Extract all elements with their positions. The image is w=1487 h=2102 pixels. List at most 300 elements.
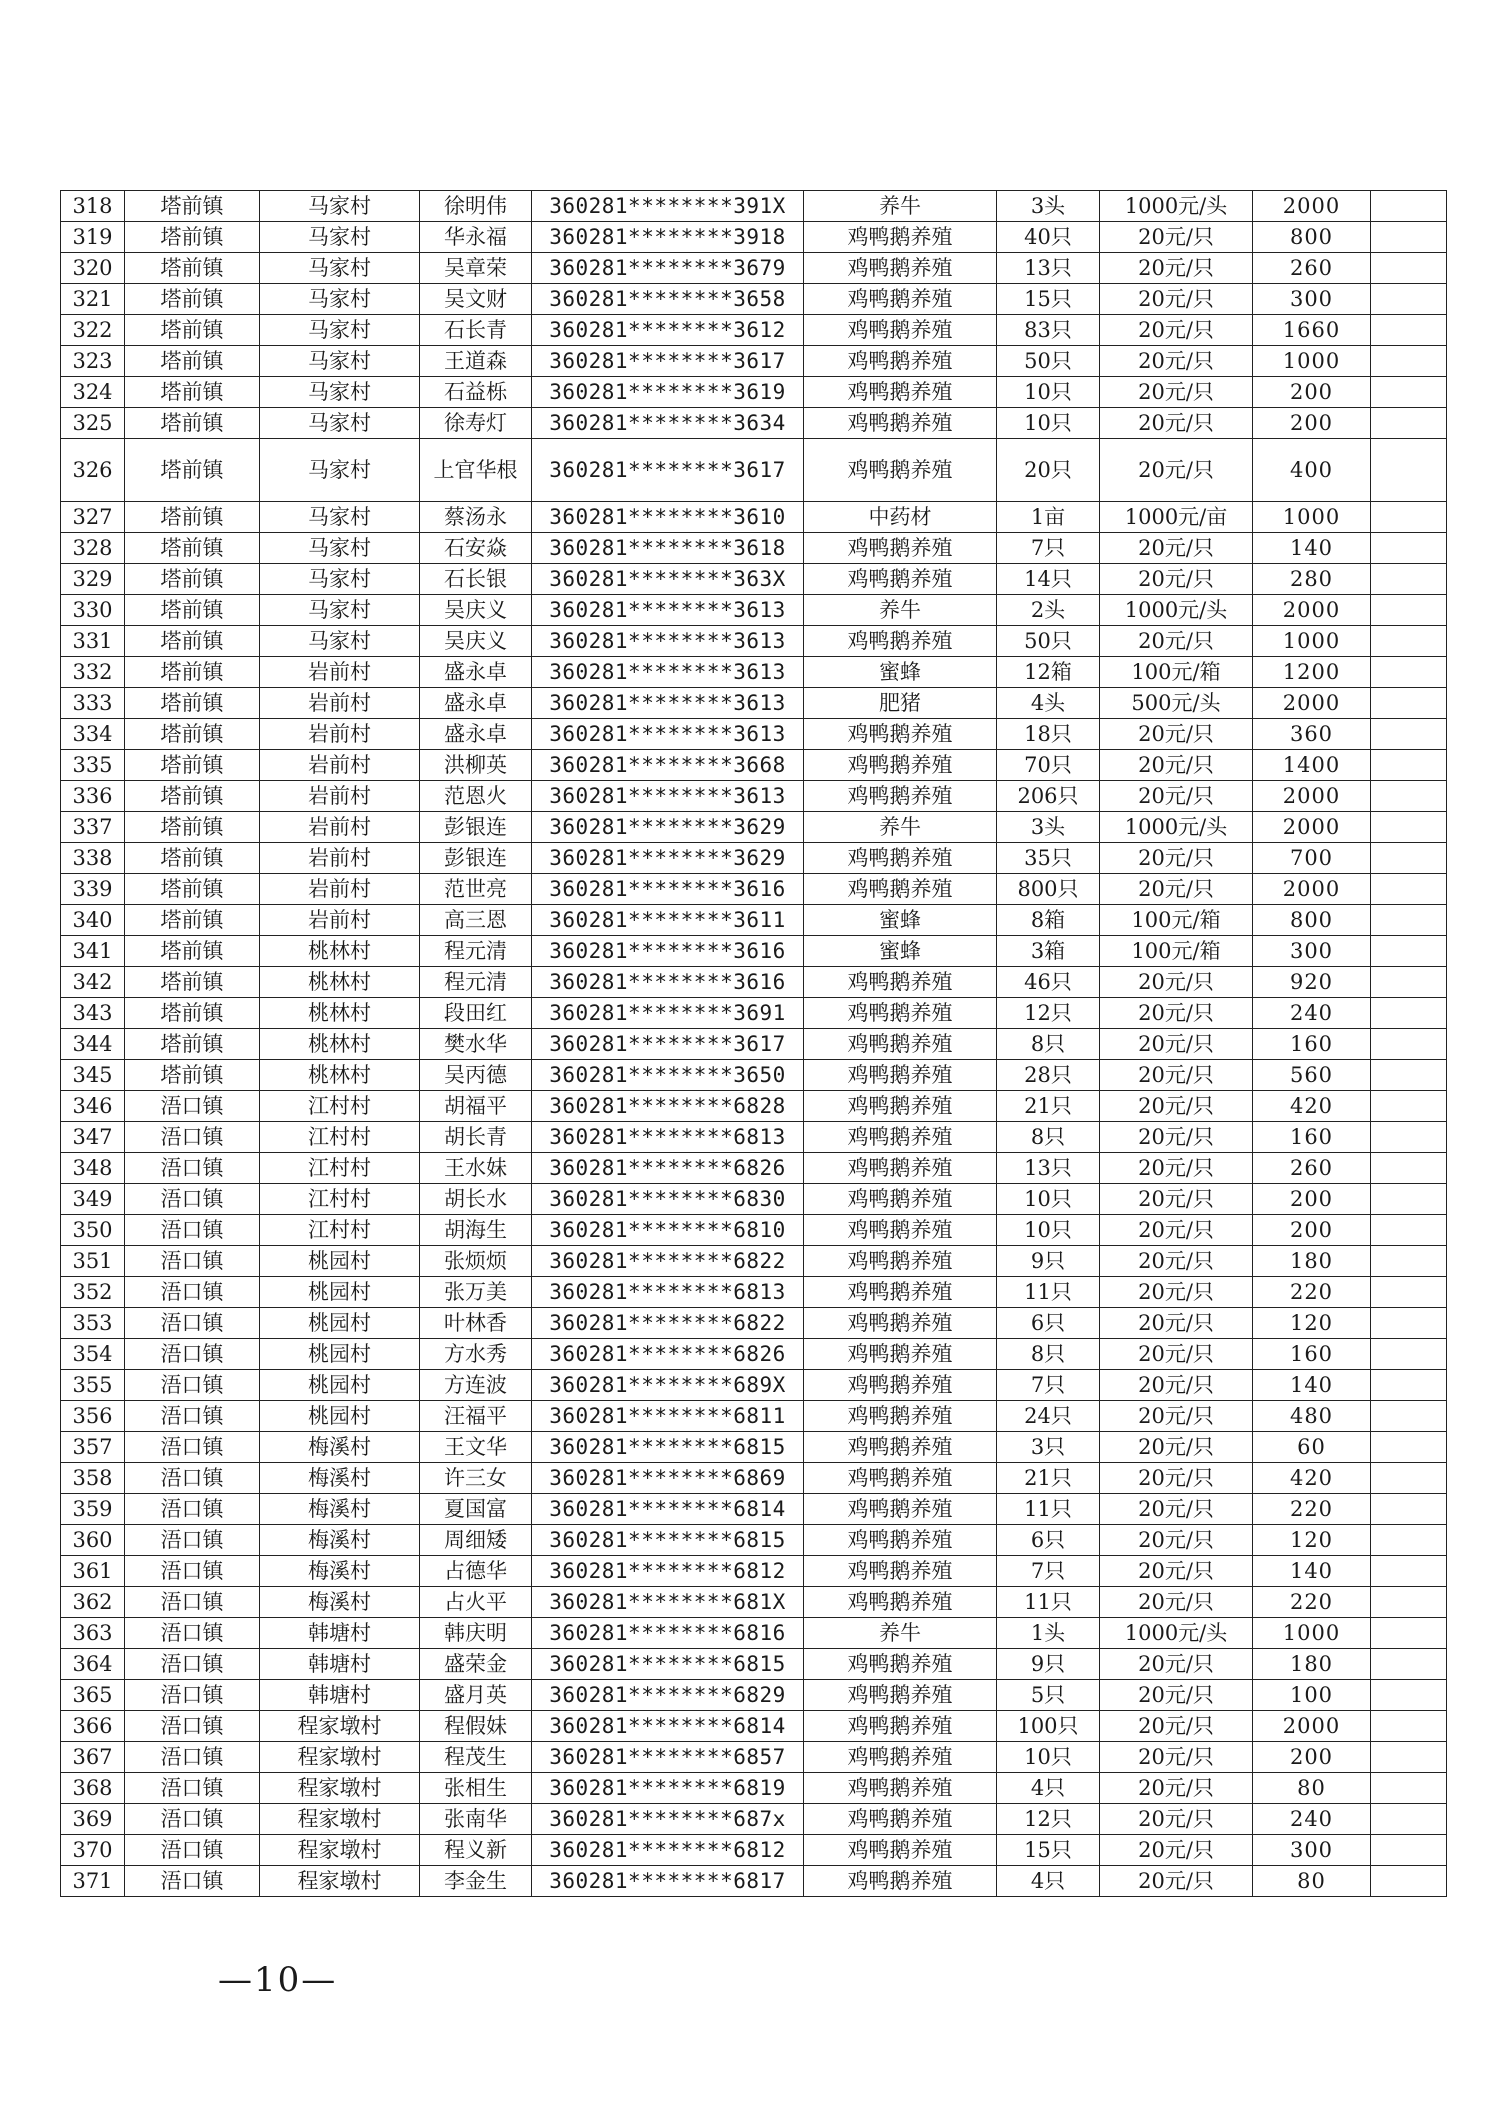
township-cell: 浯口镇: [125, 1835, 260, 1866]
project-type-cell: 鸡鸭鹅养殖: [804, 1339, 997, 1370]
township-cell: 浯口镇: [125, 1494, 260, 1525]
township-cell: 塔前镇: [125, 346, 260, 377]
village-cell: 桃林村: [260, 936, 420, 967]
unit-price-cell: 20元/只: [1100, 1711, 1253, 1742]
row-number-cell: 355: [61, 1370, 125, 1401]
remark-cell: [1371, 502, 1447, 533]
quantity-cell: 9只: [997, 1246, 1100, 1277]
village-cell: 岩前村: [260, 781, 420, 812]
project-type-cell: 鸡鸭鹅养殖: [804, 967, 997, 998]
row-number-cell: 335: [61, 750, 125, 781]
township-cell: 浯口镇: [125, 1339, 260, 1370]
project-type-cell: 鸡鸭鹅养殖: [804, 1091, 997, 1122]
remark-cell: [1371, 1091, 1447, 1122]
subsidy-amount-cell: 560: [1253, 1060, 1371, 1091]
farmer-name-cell: 王水妹: [420, 1153, 532, 1184]
project-type-cell: 鸡鸭鹅养殖: [804, 1122, 997, 1153]
row-number-cell: 365: [61, 1680, 125, 1711]
row-number-cell: 368: [61, 1773, 125, 1804]
row-number-cell: 336: [61, 781, 125, 812]
farmer-name-cell: 蔡汤永: [420, 502, 532, 533]
village-cell: 梅溪村: [260, 1525, 420, 1556]
farmer-name-cell: 张烦烦: [420, 1246, 532, 1277]
farmer-name-cell: 方水秀: [420, 1339, 532, 1370]
project-type-cell: 肥猪: [804, 688, 997, 719]
subsidy-amount-cell: 480: [1253, 1401, 1371, 1432]
farmer-name-cell: 胡长青: [420, 1122, 532, 1153]
remark-cell: [1371, 191, 1447, 222]
township-cell: 浯口镇: [125, 1308, 260, 1339]
remark-cell: [1371, 1215, 1447, 1246]
id-number-cell: 360281********6830: [532, 1184, 804, 1215]
id-number-cell: 360281********6813: [532, 1122, 804, 1153]
subsidy-amount-cell: 140: [1253, 533, 1371, 564]
project-type-cell: 蜜蜂: [804, 657, 997, 688]
farmer-name-cell: 胡福平: [420, 1091, 532, 1122]
row-number-cell: 359: [61, 1494, 125, 1525]
quantity-cell: 10只: [997, 408, 1100, 439]
township-cell: 塔前镇: [125, 222, 260, 253]
table-row: [61, 346, 1447, 377]
project-type-cell: 鸡鸭鹅养殖: [804, 843, 997, 874]
township-cell: 塔前镇: [125, 874, 260, 905]
row-number-cell: 328: [61, 533, 125, 564]
farmer-name-cell: 夏国富: [420, 1494, 532, 1525]
township-cell: 浯口镇: [125, 1370, 260, 1401]
township-cell: 浯口镇: [125, 1525, 260, 1556]
id-number-cell: 360281********6829: [532, 1680, 804, 1711]
farmer-name-cell: 许三女: [420, 1463, 532, 1494]
id-number-cell: 360281********681X: [532, 1587, 804, 1618]
remark-cell: [1371, 750, 1447, 781]
table-row: [61, 1246, 1447, 1277]
remark-cell: [1371, 936, 1447, 967]
farmer-name-cell: 占德华: [420, 1556, 532, 1587]
project-type-cell: 鸡鸭鹅养殖: [804, 1060, 997, 1091]
quantity-cell: 8只: [997, 1029, 1100, 1060]
village-cell: 程家墩村: [260, 1804, 420, 1835]
farmer-name-cell: 石益栎: [420, 377, 532, 408]
project-type-cell: 养牛: [804, 191, 997, 222]
unit-price-cell: 20元/只: [1100, 1215, 1253, 1246]
unit-price-cell: 20元/只: [1100, 967, 1253, 998]
unit-price-cell: 20元/只: [1100, 1246, 1253, 1277]
quantity-cell: 7只: [997, 533, 1100, 564]
quantity-cell: 8箱: [997, 905, 1100, 936]
unit-price-cell: 20元/只: [1100, 719, 1253, 750]
id-number-cell: 360281********6815: [532, 1525, 804, 1556]
township-cell: 浯口镇: [125, 1711, 260, 1742]
village-cell: 马家村: [260, 315, 420, 346]
unit-price-cell: 20元/只: [1100, 408, 1253, 439]
remark-cell: [1371, 1649, 1447, 1680]
quantity-cell: 9只: [997, 1649, 1100, 1680]
unit-price-cell: 20元/只: [1100, 1029, 1253, 1060]
farmer-name-cell: 程假妹: [420, 1711, 532, 1742]
remark-cell: [1371, 1525, 1447, 1556]
row-number-cell: 322: [61, 315, 125, 346]
farmer-name-cell: 吴文财: [420, 284, 532, 315]
row-number-cell: 363: [61, 1618, 125, 1649]
village-cell: 马家村: [260, 377, 420, 408]
farmer-name-cell: 程元清: [420, 936, 532, 967]
project-type-cell: 鸡鸭鹅养殖: [804, 284, 997, 315]
unit-price-cell: 20元/只: [1100, 1742, 1253, 1773]
table-row: [61, 564, 1447, 595]
subsidy-amount-cell: 1000: [1253, 346, 1371, 377]
unit-price-cell: 20元/只: [1100, 626, 1253, 657]
id-number-cell: 360281********6869: [532, 1463, 804, 1494]
subsidy-amount-cell: 400: [1253, 439, 1371, 502]
farmer-name-cell: 高三恩: [420, 905, 532, 936]
id-number-cell: 360281********3650: [532, 1060, 804, 1091]
quantity-cell: 14只: [997, 564, 1100, 595]
id-number-cell: 360281********3658: [532, 284, 804, 315]
subsidy-amount-cell: 100: [1253, 1680, 1371, 1711]
id-number-cell: 360281********6812: [532, 1835, 804, 1866]
id-number-cell: 360281********3613: [532, 719, 804, 750]
row-number-cell: 352: [61, 1277, 125, 1308]
subsidy-amount-cell: 220: [1253, 1277, 1371, 1308]
row-number-cell: 324: [61, 377, 125, 408]
unit-price-cell: 100元/箱: [1100, 936, 1253, 967]
subsidy-amount-cell: 1200: [1253, 657, 1371, 688]
subsidy-amount-cell: 800: [1253, 905, 1371, 936]
project-type-cell: 鸡鸭鹅养殖: [804, 1184, 997, 1215]
quantity-cell: 7只: [997, 1370, 1100, 1401]
remark-cell: [1371, 439, 1447, 502]
farmer-name-cell: 韩庆明: [420, 1618, 532, 1649]
project-type-cell: 鸡鸭鹅养殖: [804, 439, 997, 502]
subsidy-amount-cell: 2000: [1253, 812, 1371, 843]
remark-cell: [1371, 1401, 1447, 1432]
row-number-cell: 326: [61, 439, 125, 502]
project-type-cell: 鸡鸭鹅养殖: [804, 1556, 997, 1587]
table-row: [61, 1308, 1447, 1339]
unit-price-cell: 20元/只: [1100, 533, 1253, 564]
unit-price-cell: 1000元/头: [1100, 812, 1253, 843]
row-number-cell: 367: [61, 1742, 125, 1773]
township-cell: 塔前镇: [125, 688, 260, 719]
remark-cell: [1371, 1277, 1447, 1308]
table-row: [61, 1556, 1447, 1587]
village-cell: 梅溪村: [260, 1463, 420, 1494]
unit-price-cell: 20元/只: [1100, 1432, 1253, 1463]
township-cell: 塔前镇: [125, 1060, 260, 1091]
table-row: [61, 1370, 1447, 1401]
village-cell: 桃园村: [260, 1277, 420, 1308]
id-number-cell: 360281********6826: [532, 1339, 804, 1370]
remark-cell: [1371, 595, 1447, 626]
township-cell: 塔前镇: [125, 502, 260, 533]
village-cell: 梅溪村: [260, 1432, 420, 1463]
row-number-cell: 340: [61, 905, 125, 936]
unit-price-cell: 500元/头: [1100, 688, 1253, 719]
unit-price-cell: 1000元/亩: [1100, 502, 1253, 533]
township-cell: 塔前镇: [125, 315, 260, 346]
village-cell: 马家村: [260, 564, 420, 595]
farmer-name-cell: 吴庆义: [420, 595, 532, 626]
project-type-cell: 鸡鸭鹅养殖: [804, 1277, 997, 1308]
village-cell: 程家墩村: [260, 1742, 420, 1773]
village-cell: 马家村: [260, 626, 420, 657]
table-row: [61, 874, 1447, 905]
row-number-cell: 351: [61, 1246, 125, 1277]
project-type-cell: 鸡鸭鹅养殖: [804, 1804, 997, 1835]
row-number-cell: 349: [61, 1184, 125, 1215]
quantity-cell: 1亩: [997, 502, 1100, 533]
row-number-cell: 337: [61, 812, 125, 843]
id-number-cell: 360281********6814: [532, 1711, 804, 1742]
remark-cell: [1371, 222, 1447, 253]
remark-cell: [1371, 377, 1447, 408]
quantity-cell: 1头: [997, 1618, 1100, 1649]
project-type-cell: 鸡鸭鹅养殖: [804, 781, 997, 812]
village-cell: 马家村: [260, 191, 420, 222]
subsidy-amount-cell: 220: [1253, 1587, 1371, 1618]
remark-cell: [1371, 1866, 1447, 1897]
quantity-cell: 4头: [997, 688, 1100, 719]
row-number-cell: 341: [61, 936, 125, 967]
table-row: [61, 1804, 1447, 1835]
township-cell: 塔前镇: [125, 191, 260, 222]
table-row: [61, 1339, 1447, 1370]
remark-cell: [1371, 1711, 1447, 1742]
village-cell: 梅溪村: [260, 1556, 420, 1587]
village-cell: 马家村: [260, 408, 420, 439]
project-type-cell: 鸡鸭鹅养殖: [804, 1680, 997, 1711]
unit-price-cell: 20元/只: [1100, 1463, 1253, 1494]
quantity-cell: 8只: [997, 1339, 1100, 1370]
township-cell: 塔前镇: [125, 564, 260, 595]
township-cell: 塔前镇: [125, 439, 260, 502]
row-number-cell: 331: [61, 626, 125, 657]
quantity-cell: 2头: [997, 595, 1100, 626]
unit-price-cell: 20元/只: [1100, 315, 1253, 346]
farmer-name-cell: 张南华: [420, 1804, 532, 1835]
subsidy-amount-cell: 180: [1253, 1246, 1371, 1277]
id-number-cell: 360281********3613: [532, 688, 804, 719]
unit-price-cell: 100元/箱: [1100, 905, 1253, 936]
quantity-cell: 5只: [997, 1680, 1100, 1711]
unit-price-cell: 20元/只: [1100, 1308, 1253, 1339]
township-cell: 塔前镇: [125, 253, 260, 284]
village-cell: 韩塘村: [260, 1618, 420, 1649]
id-number-cell: 360281********3616: [532, 874, 804, 905]
project-type-cell: 鸡鸭鹅养殖: [804, 1773, 997, 1804]
subsidy-amount-cell: 700: [1253, 843, 1371, 874]
farmer-name-cell: 胡海生: [420, 1215, 532, 1246]
subsidy-amount-cell: 240: [1253, 1804, 1371, 1835]
village-cell: 程家墩村: [260, 1866, 420, 1897]
remark-cell: [1371, 688, 1447, 719]
table-row: [61, 222, 1447, 253]
table-row: [61, 998, 1447, 1029]
remark-cell: [1371, 626, 1447, 657]
subsidy-amount-cell: 220: [1253, 1494, 1371, 1525]
id-number-cell: 360281********3629: [532, 843, 804, 874]
remark-cell: [1371, 1587, 1447, 1618]
subsidy-amount-cell: 260: [1253, 1153, 1371, 1184]
table-row: [61, 688, 1447, 719]
row-number-cell: 325: [61, 408, 125, 439]
remark-cell: [1371, 874, 1447, 905]
village-cell: 桃林村: [260, 1029, 420, 1060]
township-cell: 浯口镇: [125, 1618, 260, 1649]
project-type-cell: 鸡鸭鹅养殖: [804, 1866, 997, 1897]
village-cell: 马家村: [260, 502, 420, 533]
village-cell: 岩前村: [260, 688, 420, 719]
row-number-cell: 370: [61, 1835, 125, 1866]
remark-cell: [1371, 1060, 1447, 1091]
farmer-name-cell: 范世亮: [420, 874, 532, 905]
table-row: [61, 1742, 1447, 1773]
unit-price-cell: 20元/只: [1100, 1184, 1253, 1215]
table-row: [61, 1277, 1447, 1308]
remark-cell: [1371, 1432, 1447, 1463]
farmer-name-cell: 华永福: [420, 222, 532, 253]
farmer-name-cell: 吴庆义: [420, 626, 532, 657]
id-number-cell: 360281********3634: [532, 408, 804, 439]
id-number-cell: 360281********6812: [532, 1556, 804, 1587]
table-row: [61, 1494, 1447, 1525]
village-cell: 江村村: [260, 1215, 420, 1246]
table-row: [61, 1215, 1447, 1246]
project-type-cell: 鸡鸭鹅养殖: [804, 1525, 997, 1556]
farmer-name-cell: 徐明伟: [420, 191, 532, 222]
project-type-cell: 鸡鸭鹅养殖: [804, 1401, 997, 1432]
remark-cell: [1371, 1463, 1447, 1494]
table-row: [61, 377, 1447, 408]
township-cell: 塔前镇: [125, 719, 260, 750]
remark-cell: [1371, 1122, 1447, 1153]
ledger-body: [61, 191, 1447, 1897]
farmer-name-cell: 李金生: [420, 1866, 532, 1897]
table-row: [61, 1091, 1447, 1122]
subsidy-amount-cell: 2000: [1253, 688, 1371, 719]
village-cell: 桃园村: [260, 1339, 420, 1370]
farmer-name-cell: 程义新: [420, 1835, 532, 1866]
unit-price-cell: 20元/只: [1100, 1122, 1253, 1153]
id-number-cell: 360281********3691: [532, 998, 804, 1029]
unit-price-cell: 20元/只: [1100, 843, 1253, 874]
township-cell: 塔前镇: [125, 967, 260, 998]
id-number-cell: 360281********3613: [532, 657, 804, 688]
farmer-name-cell: 王文华: [420, 1432, 532, 1463]
project-type-cell: 鸡鸭鹅养殖: [804, 1370, 997, 1401]
farmer-name-cell: 石长青: [420, 315, 532, 346]
township-cell: 浯口镇: [125, 1215, 260, 1246]
subsidy-amount-cell: 2000: [1253, 191, 1371, 222]
township-cell: 浯口镇: [125, 1680, 260, 1711]
project-type-cell: 鸡鸭鹅养殖: [804, 1246, 997, 1277]
township-cell: 塔前镇: [125, 533, 260, 564]
row-number-cell: 333: [61, 688, 125, 719]
subsidy-amount-cell: 300: [1253, 936, 1371, 967]
township-cell: 浯口镇: [125, 1866, 260, 1897]
farmer-name-cell: 张相生: [420, 1773, 532, 1804]
subsidy-ledger-sheet: [60, 190, 1446, 1897]
township-cell: 浯口镇: [125, 1277, 260, 1308]
village-cell: 马家村: [260, 253, 420, 284]
remark-cell: [1371, 1184, 1447, 1215]
table-row: [61, 191, 1447, 222]
village-cell: 程家墩村: [260, 1835, 420, 1866]
id-number-cell: 360281********3613: [532, 626, 804, 657]
township-cell: 塔前镇: [125, 998, 260, 1029]
quantity-cell: 10只: [997, 377, 1100, 408]
row-number-cell: 320: [61, 253, 125, 284]
project-type-cell: 鸡鸭鹅养殖: [804, 1153, 997, 1184]
farmer-name-cell: 彭银连: [420, 843, 532, 874]
row-number-cell: 339: [61, 874, 125, 905]
id-number-cell: 360281********3617: [532, 346, 804, 377]
township-cell: 浯口镇: [125, 1742, 260, 1773]
id-number-cell: 360281********6815: [532, 1432, 804, 1463]
remark-cell: [1371, 1494, 1447, 1525]
table-row: [61, 1680, 1447, 1711]
unit-price-cell: 20元/只: [1100, 439, 1253, 502]
table-row: [61, 1153, 1447, 1184]
id-number-cell: 360281********3616: [532, 936, 804, 967]
remark-cell: [1371, 564, 1447, 595]
table-row: [61, 905, 1447, 936]
project-type-cell: 鸡鸭鹅养殖: [804, 1432, 997, 1463]
township-cell: 浯口镇: [125, 1246, 260, 1277]
farmer-name-cell: 徐寿灯: [420, 408, 532, 439]
village-cell: 岩前村: [260, 750, 420, 781]
subsidy-amount-cell: 800: [1253, 222, 1371, 253]
subsidy-amount-cell: 1400: [1253, 750, 1371, 781]
unit-price-cell: 20元/只: [1100, 1091, 1253, 1122]
id-number-cell: 360281********6810: [532, 1215, 804, 1246]
row-number-cell: 369: [61, 1804, 125, 1835]
farmer-name-cell: 盛荣金: [420, 1649, 532, 1680]
unit-price-cell: 20元/只: [1100, 377, 1253, 408]
remark-cell: [1371, 1835, 1447, 1866]
id-number-cell: 360281********6817: [532, 1866, 804, 1897]
row-number-cell: 347: [61, 1122, 125, 1153]
unit-price-cell: 20元/只: [1100, 1153, 1253, 1184]
unit-price-cell: 1000元/头: [1100, 595, 1253, 626]
remark-cell: [1371, 408, 1447, 439]
unit-price-cell: 20元/只: [1100, 253, 1253, 284]
id-number-cell: 360281********6822: [532, 1308, 804, 1339]
row-number-cell: 327: [61, 502, 125, 533]
village-cell: 桃林村: [260, 998, 420, 1029]
remark-cell: [1371, 346, 1447, 377]
village-cell: 江村村: [260, 1184, 420, 1215]
row-number-cell: 345: [61, 1060, 125, 1091]
project-type-cell: 养牛: [804, 1618, 997, 1649]
project-type-cell: 鸡鸭鹅养殖: [804, 315, 997, 346]
township-cell: 浯口镇: [125, 1556, 260, 1587]
project-type-cell: 鸡鸭鹅养殖: [804, 253, 997, 284]
project-type-cell: 中药材: [804, 502, 997, 533]
subsidy-amount-cell: 140: [1253, 1556, 1371, 1587]
project-type-cell: 鸡鸭鹅养殖: [804, 1587, 997, 1618]
project-type-cell: 鸡鸭鹅养殖: [804, 1463, 997, 1494]
id-number-cell: 360281********6828: [532, 1091, 804, 1122]
unit-price-cell: 20元/只: [1100, 1370, 1253, 1401]
farmer-name-cell: 方连波: [420, 1370, 532, 1401]
subsidy-amount-cell: 200: [1253, 1215, 1371, 1246]
village-cell: 梅溪村: [260, 1494, 420, 1525]
village-cell: 马家村: [260, 533, 420, 564]
project-type-cell: 鸡鸭鹅养殖: [804, 1742, 997, 1773]
quantity-cell: 15只: [997, 284, 1100, 315]
farmer-name-cell: 石安焱: [420, 533, 532, 564]
